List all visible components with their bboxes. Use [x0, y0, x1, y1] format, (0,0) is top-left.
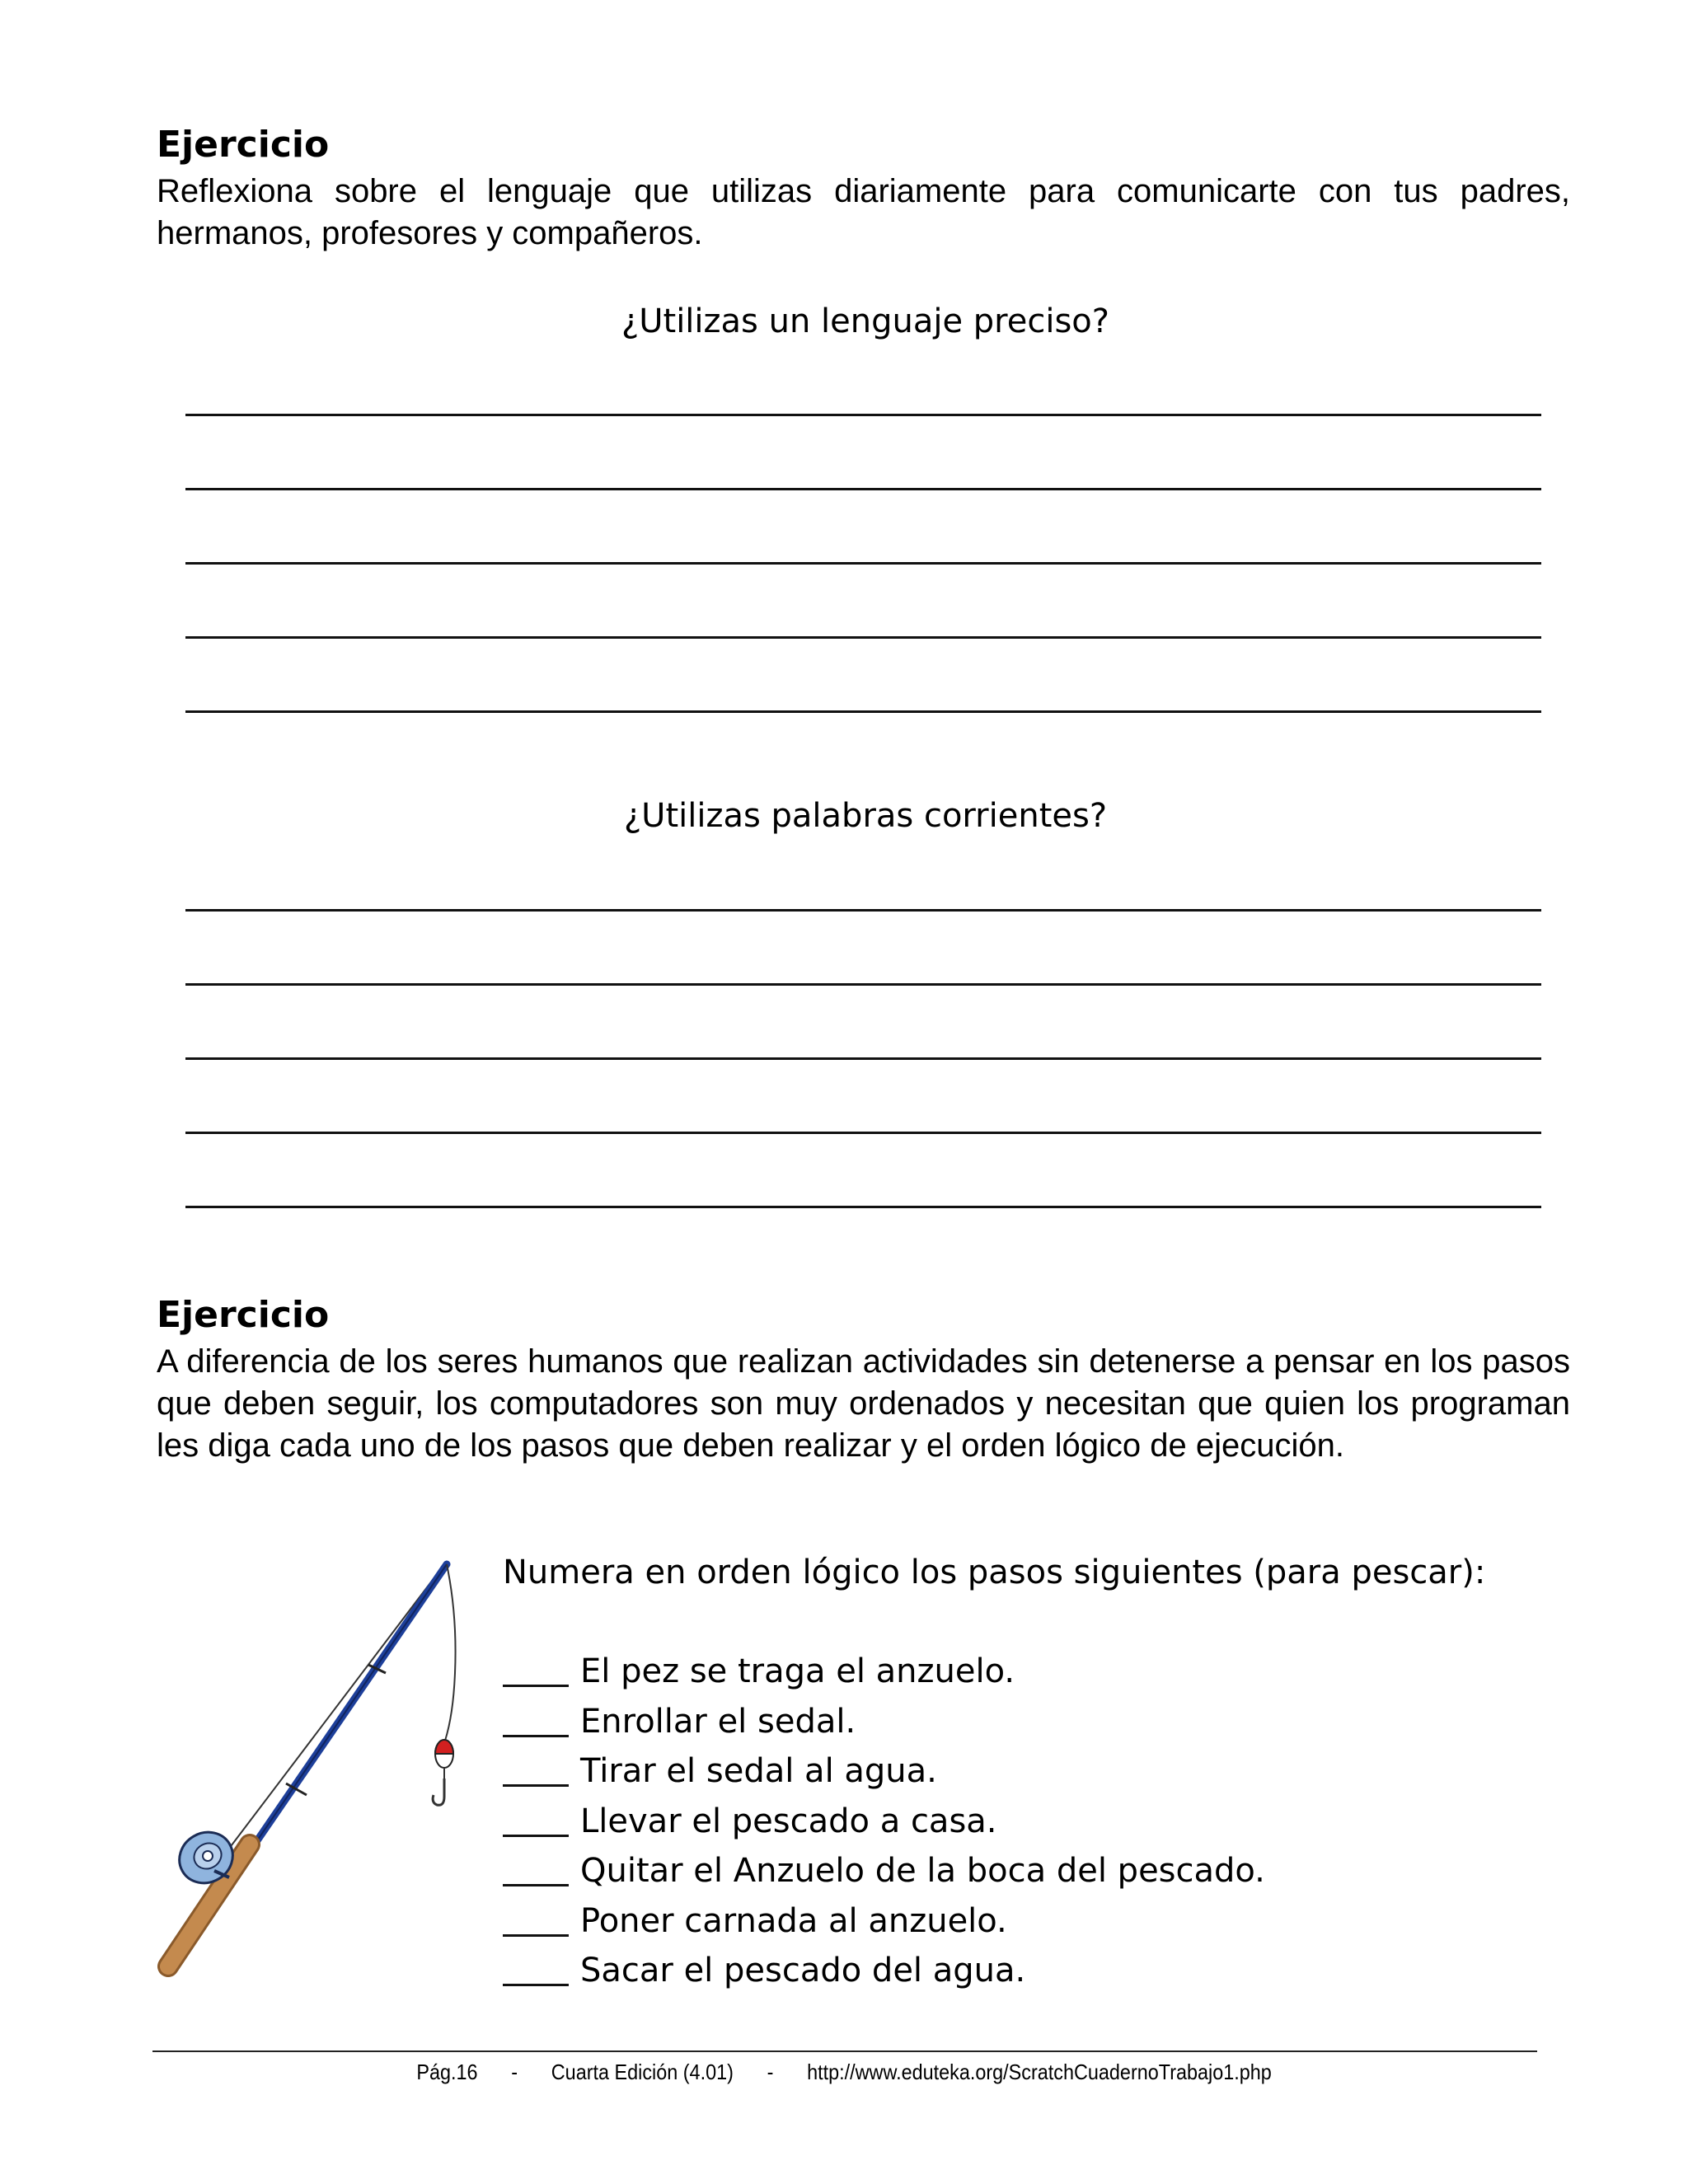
number-blank[interactable] [503, 1784, 569, 1787]
number-blank[interactable] [503, 1884, 569, 1886]
list-item [503, 1746, 1265, 1797]
step-text: Sacar el pescado del agua. [580, 1952, 1026, 1990]
question-common-words: ¿Utilizas palabras corrientes? [623, 797, 1108, 835]
step-text: Llevar el pescado a casa. [580, 1802, 997, 1840]
answer-line[interactable] [185, 1206, 1541, 1208]
list-item [503, 1697, 1265, 1747]
fishing-instruction: Numera en orden lógico los pasos siguientes (para pescar): [503, 1554, 1486, 1591]
list-item [503, 1846, 1265, 1896]
hook-icon [433, 1779, 444, 1805]
list-item [503, 1797, 1265, 1847]
fishing-steps-list [503, 1647, 1265, 1996]
answer-line[interactable] [185, 909, 1541, 912]
number-blank[interactable] [503, 1984, 569, 1986]
exercise-1-text: Reflexiona sobre el lenguaje que utilizas diariamente para comunicarte con tus padres, hermanos, profesores y compañeros. [157, 173, 1570, 251]
answer-line[interactable] [185, 710, 1541, 713]
answer-line[interactable] [185, 1132, 1541, 1134]
exercise-2-title: Ejercicio [157, 1294, 330, 1336]
list-item [503, 1896, 1265, 1947]
number-blank[interactable] [503, 1735, 569, 1737]
exercise-1-title: Ejercicio [157, 124, 330, 166]
answer-line[interactable] [185, 636, 1541, 639]
page-number: Pág.16 [416, 2060, 478, 2084]
fishing-rod-illustration [148, 1549, 478, 1986]
step-text: Tirar el sedal al agua. [580, 1752, 937, 1790]
step-text: Quitar el Anzuelo de la boca del pescado. [580, 1852, 1265, 1890]
footer-url[interactable]: http://www.eduteka.org/ScratchCuadernoTrabajo1.php [807, 2060, 1272, 2084]
number-blank[interactable] [503, 1685, 569, 1687]
footer-rule [152, 2050, 1537, 2052]
answer-line[interactable] [185, 414, 1541, 416]
step-text: Poner carnada al anzuelo. [580, 1901, 1007, 1940]
answer-line[interactable] [185, 562, 1541, 565]
answer-line[interactable] [185, 1057, 1541, 1060]
step-text: Enrollar el sedal. [580, 1702, 856, 1741]
step-text: El pez se traga el anzuelo. [580, 1652, 1015, 1690]
list-item [503, 1647, 1265, 1697]
footer-separator: - [511, 2060, 518, 2084]
bobber-icon [435, 1740, 453, 1779]
footer-separator: - [767, 2060, 774, 2084]
question-precise-language: ¿Utilizas un lenguaje preciso? [621, 302, 1109, 340]
number-blank[interactable] [503, 1934, 569, 1937]
number-blank[interactable] [503, 1835, 569, 1837]
exercise-2-text: A diferencia de los seres humanos que realizan actividades sin detenerse a pensar en los pasos que deben seguir, los computadores son muy ordenados y necesitan que quien los programan les diga cada uno de los pasos que deben realizar y el orden lógico de ejecución. [157, 1343, 1570, 1464]
answer-line[interactable] [185, 983, 1541, 986]
edition-label: Cuarta Edición (4.01) [551, 2060, 734, 2084]
page-footer [85, 2059, 1604, 2085]
list-item [503, 1946, 1265, 1996]
answer-line[interactable] [185, 488, 1541, 490]
